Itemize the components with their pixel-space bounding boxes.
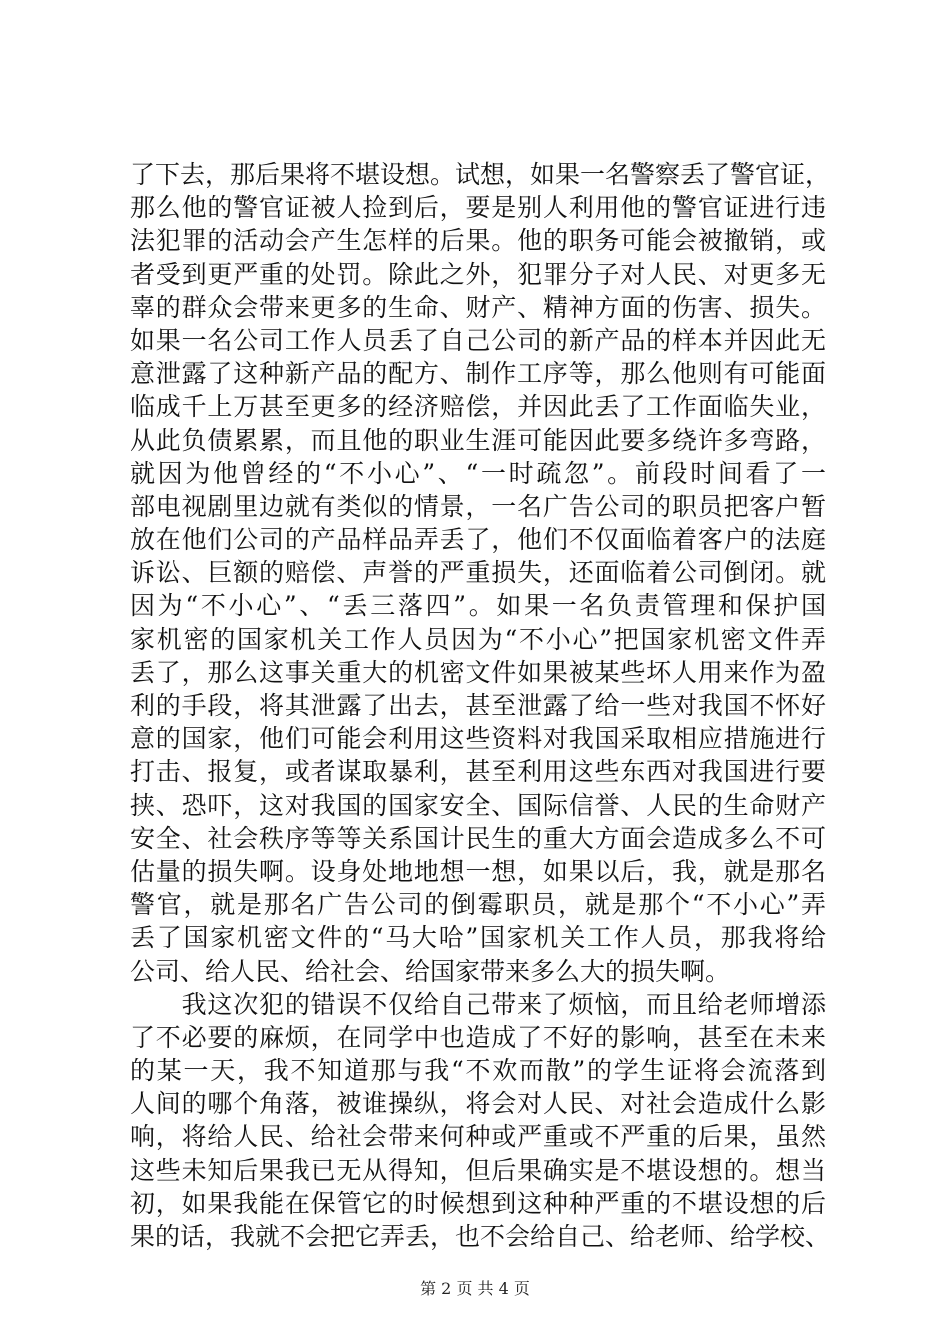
text-line: 了下去，那后果将不堪设想。试想，如果一名警察丢了警官证， <box>130 160 831 189</box>
body-text <box>130 158 831 1253</box>
text-line: 安全、社会秩序等等关系国计民生的重大方面会造成多么不可 <box>130 823 826 853</box>
text-line: 估量的损失啊。设身处地地想一想，如果以后，我，就是那名 <box>130 856 826 886</box>
text-line: 打击、报复，或者谋取暴利，甚至利用这些东西对我国进行要 <box>130 757 826 787</box>
text-line: 临成千上万甚至更多的经济赔偿，并因此丢了工作面临失业， <box>130 392 826 422</box>
text-line: 的某一天，我不知道那与我“不欢而散”的学生证将会流落到 <box>130 1056 826 1086</box>
paragraph-end-line: 公司、给人民、给社会、给国家带来多么大的损失啊。 <box>130 956 731 986</box>
text-line: 初，如果我能在保管它的时候想到这种种严重的不堪设想的后 <box>130 1188 826 1218</box>
text-line: 因为“不小心”、“丢三落四”。如果一名负责管理和保护国 <box>130 591 826 621</box>
text-line: 意的国家，他们可能会利用这些资料对我国采取相应措施进行 <box>130 724 826 754</box>
text-line: 者受到更严重的处罚。除此之外，犯罪分子对人民、对更多无 <box>130 259 826 289</box>
text-line: 警官，就是那名广告公司的倒霉职员，就是那个“不小心”弄 <box>130 890 826 920</box>
text-line: 意泄露了这种新产品的配方、制作工序等，那么他则有可能面 <box>130 359 826 389</box>
text-line: 法犯罪的活动会产生怎样的后果。他的职务可能会被撤销，或 <box>130 226 826 256</box>
text-line: 诉讼、巨额的赔偿、声誉的严重损失，还面临着公司倒闭。就 <box>130 558 826 588</box>
text-line: 丢了，那么这事关重大的机密文件如果被某些坏人用来作为盈 <box>130 657 826 687</box>
page-number-footer: 第 2 页 共 4 页 <box>420 1279 530 1298</box>
text-line: 家机密的国家机关工作人员因为“不小心”把国家机密文件弄 <box>130 624 826 654</box>
text-line: 如果一名公司工作人员丢了自己公司的新产品的样本并因此无 <box>130 325 826 355</box>
text-line: 就因为他曾经的“不小心”、“一时疏忽”。前段时间看了一 <box>130 458 826 488</box>
text-line: 挟、恐吓，这对我国的国家安全、国际信誉、人民的生命财产 <box>130 790 826 820</box>
text-line: 人间的哪个角落，被谁操纵，将会对人民、对社会造成什么影 <box>130 1089 826 1119</box>
text-line: 放在他们公司的产品样品弄丢了，他们不仅面临着客户的法庭 <box>130 525 826 555</box>
text-line: 从此负债累累，而且他的职业生涯可能因此要多绕许多弯路， <box>130 425 826 455</box>
text-line: 果的话，我就不会把它弄丢，也不会给自己、给老师、给学校、 <box>130 1222 831 1251</box>
text-line: 利的手段，将其泄露了出去，甚至泄露了给一些对我国不怀好 <box>130 691 826 720</box>
text-line: 了不必要的麻烦，在同学中也造成了不好的影响，甚至在未来 <box>130 1022 826 1052</box>
text-line: 辜的群众会带来更多的生命、财产、精神方面的伤害、损失。 <box>130 292 826 322</box>
text-line: 这些未知后果我已无从得知，但后果确实是不堪设想的。想当 <box>130 1155 826 1185</box>
paragraph-start-line: 我这次犯的错误不仅给自己带来了烦恼，而且给老师增添 <box>130 989 826 1019</box>
text-line: 响，将给人民、给社会带来何种或严重或不严重的后果，虽然 <box>130 1122 826 1152</box>
text-line: 那么他的警官证被人捡到后，要是别人利用他的警官证进行违 <box>130 193 826 223</box>
text-line: 部电视剧里边就有类似的情景，一名广告公司的职员把客户暂 <box>130 491 826 521</box>
text-line: 丢了国家机密文件的“马大哈”国家机关工作人员，那我将给 <box>130 923 826 953</box>
